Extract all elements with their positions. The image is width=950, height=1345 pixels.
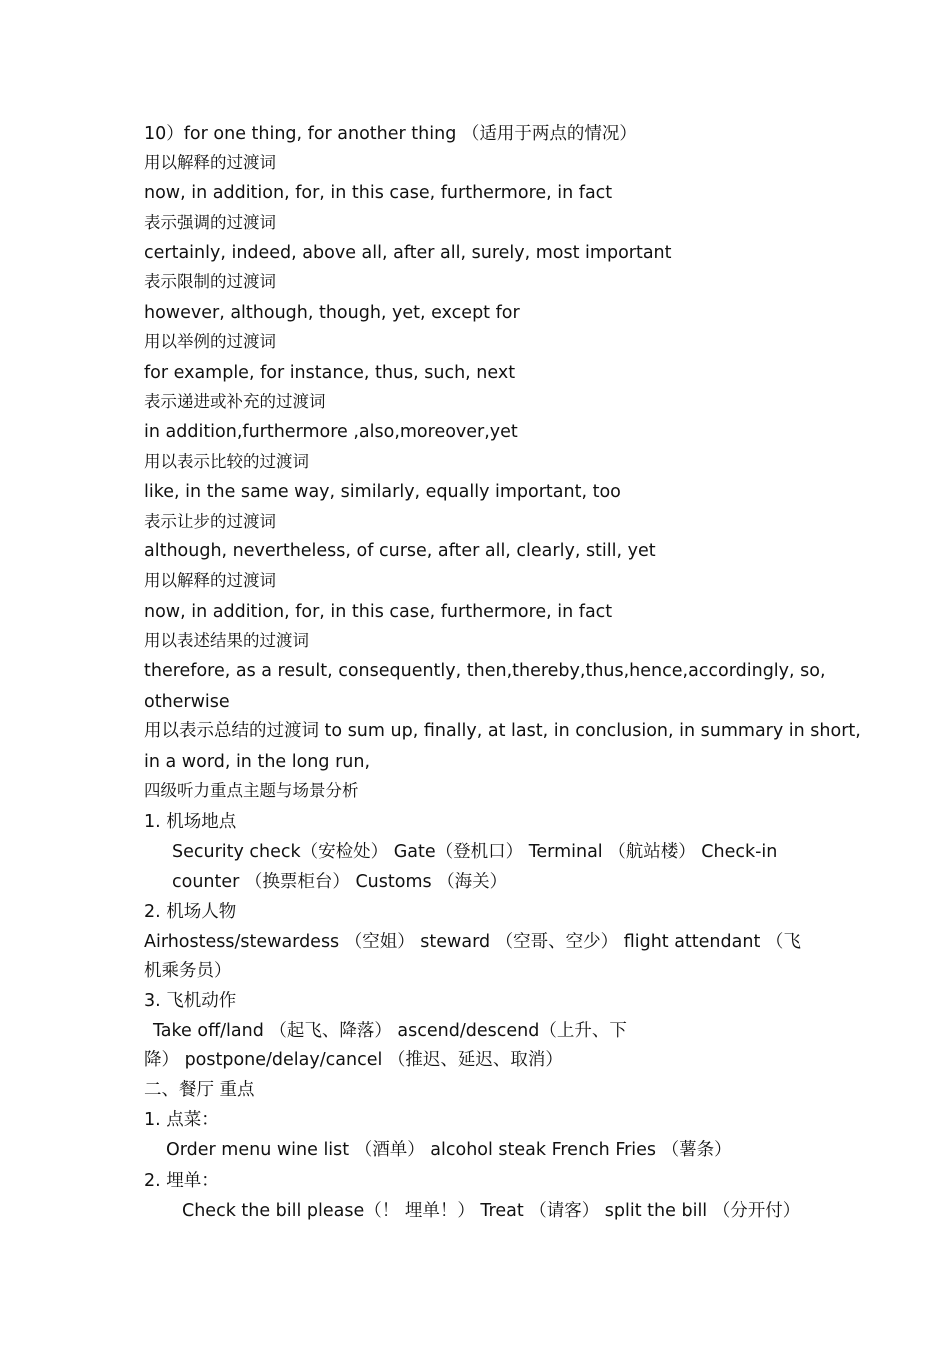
text-line: although, nevertheless, of curse, after all, clearly, still, yet [144, 541, 656, 561]
text-line: 机乘务员） [144, 961, 232, 981]
text-line: however, although, though, yet, except for [144, 303, 520, 323]
text-line: in addition,furthermore ,also,moreover,yet [144, 422, 518, 442]
text-line-heading: 用以表述结果的过渡词 [144, 631, 309, 650]
text-line-heading: 用以表示比较的过渡词 [144, 452, 309, 471]
text-line-heading: 表示强调的过渡词 [144, 213, 276, 232]
text-line: like, in the same way, similarly, equally important, too [144, 482, 621, 502]
list-heading: 2. 埋单： [144, 1171, 219, 1191]
text-line: therefore, as a result, consequently, then,thereby,thus,hence,accordingly, so, [144, 661, 826, 681]
text-line: certainly, indeed, above all, after all, surely, most important [144, 243, 672, 263]
list-heading: 3. 飞机动作 [144, 991, 237, 1011]
list-heading: 2. 机场人物 [144, 902, 237, 922]
list-heading: 1. 机场地点 [144, 812, 237, 832]
text-line: Take off/land （起飞、降落） ascend/descend（上升、下 [153, 1021, 627, 1041]
text-line-heading: 表示限制的过渡词 [144, 272, 276, 291]
text-line: 10）for one thing, for another thing （适用于两点的情况） [144, 124, 637, 144]
text-line-heading: 用以解释的过渡词 [144, 153, 276, 172]
text-line-heading: 表示让步的过渡词 [144, 512, 276, 531]
text-line: now, in addition, for, in this case, furthermore, in fact [144, 602, 613, 622]
text-line: 降） postpone/delay/cancel （推迟、延迟、取消） [144, 1050, 563, 1070]
text-line: Check the bill please（！ 埋单！） Treat （请客） split the bill （分开付） [182, 1201, 801, 1221]
text-line: Airhostess/stewardess （空姐） steward （空哥、空少） flight attendant （飞 [144, 932, 801, 952]
section-heading: 二、餐厅 重点 [144, 1080, 255, 1100]
section-heading: 四级听力重点主题与场景分析 [144, 781, 359, 800]
text-line-summary: 用以表示总结的过渡词 to sum up, finally, at last, in conclusion, in summary in short, [144, 721, 861, 741]
text-line-heading: 用以举例的过渡词 [144, 332, 276, 351]
text-line: Security check（安检处） Gate（登机口） Terminal （航站楼） Check-in [172, 842, 778, 862]
list-heading: 1. 点菜： [144, 1110, 219, 1130]
text-line: now, in addition, for, in this case, furthermore, in fact [144, 183, 613, 203]
text-line: for example, for instance, thus, such, next [144, 363, 516, 383]
text-line-heading: 表示递进或补充的过渡词 [144, 392, 326, 411]
text-line: otherwise [144, 692, 230, 712]
text-line: Order menu wine list （酒单） alcohol steak French Fries （薯条） [166, 1140, 732, 1160]
text-line: in a word, in the long run, [144, 752, 371, 772]
text-line: counter （换票柜台） Customs （海关） [172, 872, 508, 892]
text-line-heading: 用以解释的过渡词 [144, 571, 276, 590]
